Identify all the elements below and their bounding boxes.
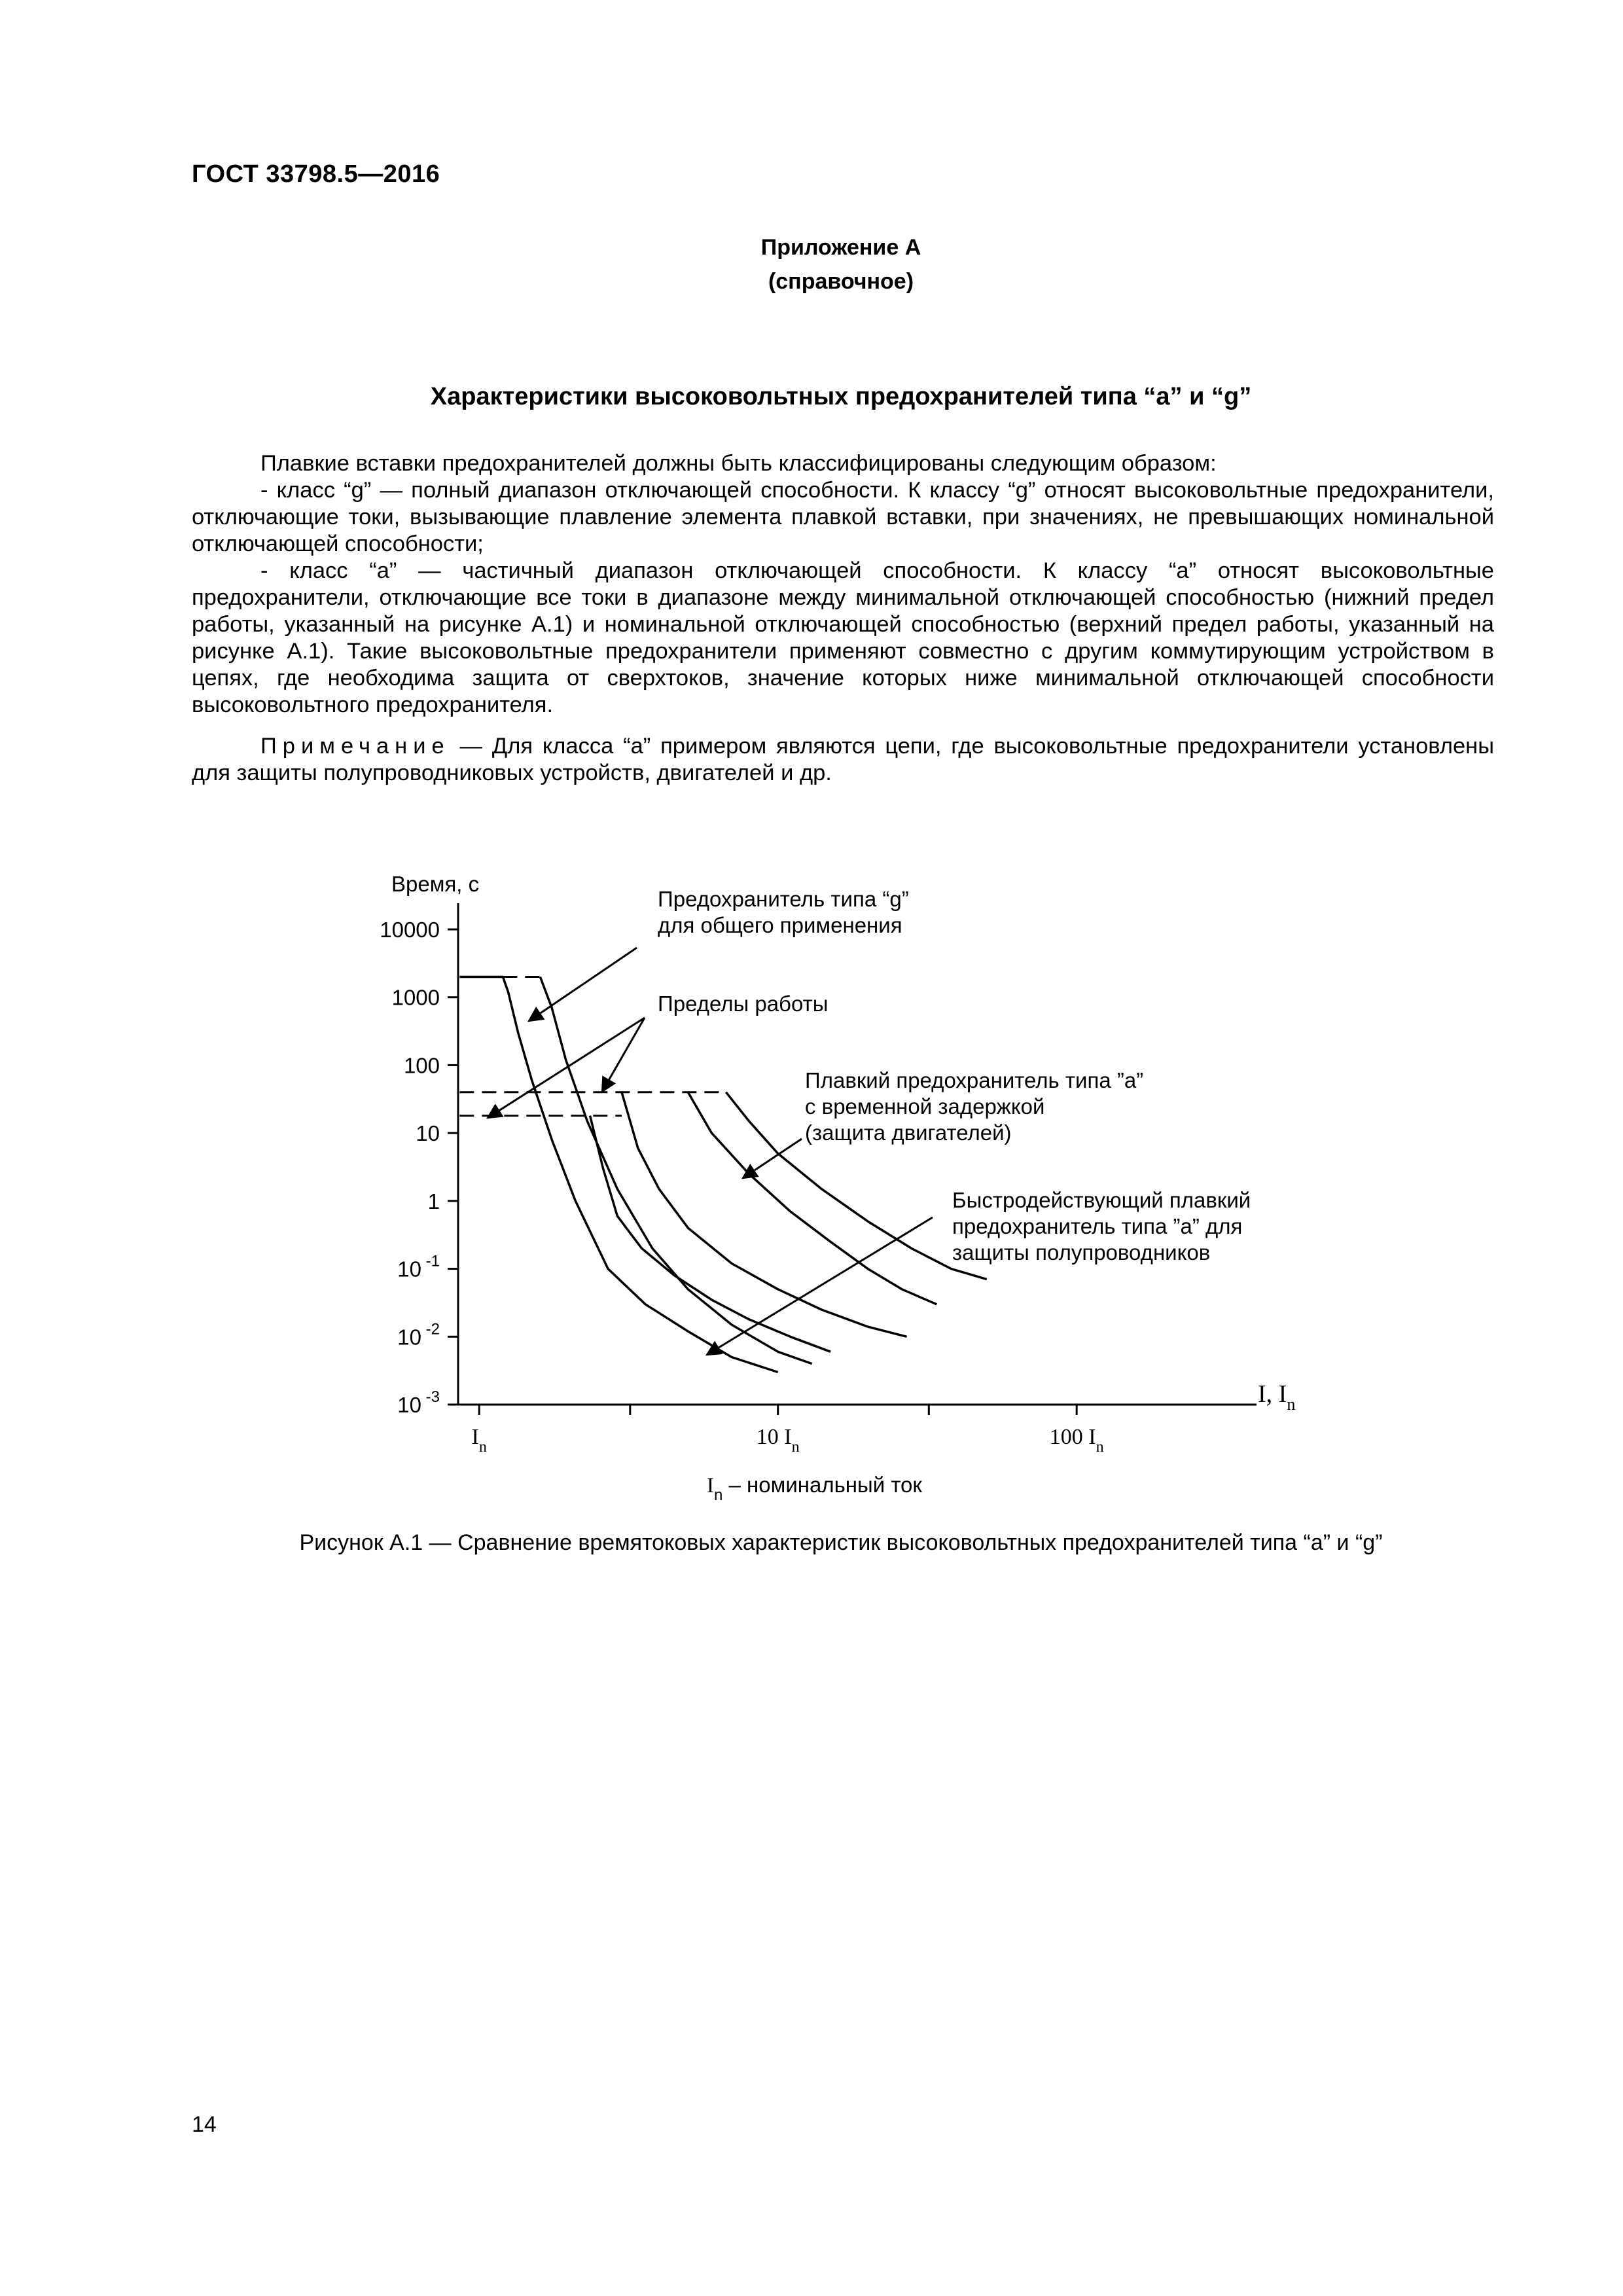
y-tick-label: 10 $^{-1}$: [397, 1252, 440, 1282]
x-axis-label: I, $I_n$: [1258, 1380, 1296, 1414]
y-tick-label: 100: [403, 1053, 440, 1078]
current-footnote: $I_n$ – номинальный ток: [707, 1473, 922, 1504]
appendix-subtitle: (справочное): [768, 269, 914, 294]
class-a-paragraph: - класс “a” — частичный диапазон отключающей способности. К классу “a” относят высоковольтные предохранители, отключающие все токи в диапазоне между минимальной отключающей способностью (нижний предел работы, указанный на рисунке А.1) и номинальной отключающей способностью (верхний предел работы, указанный на рисунке А.1). Такие высоковольтные предохранители применяют совместно с другим коммутирующим устройством в цепях, где необходима защита от сверхтоков, значение которых ниже минимальной отключающей способности высоковольтного предохранителя.: [192, 558, 1494, 717]
annotation-fast: Быстродействующий плавкий: [952, 1188, 1251, 1212]
page-number: 14: [192, 2112, 217, 2137]
annotation-arrow: [743, 1139, 802, 1178]
annotation-time-delay: Плавкий предохранитель типа ”a”: [805, 1068, 1144, 1092]
section-title: Характеристики высоковольтных предохранителей типа “a” и “g”: [430, 383, 1252, 410]
annotation-time-delay: (защита двигателей): [805, 1121, 1012, 1145]
annotation-arrow: [602, 1018, 645, 1092]
annotation-time-delay: с временной задержкой: [805, 1094, 1045, 1119]
fuse-curve: [590, 1116, 831, 1352]
x-tick-label: 100 $I_n$: [1049, 1425, 1104, 1456]
y-tick-label: 1: [427, 1189, 440, 1213]
annotation-g-fuse: для общего применения: [658, 913, 902, 937]
annotation-arrow: [488, 1018, 645, 1118]
note-text: — Для класса “a” примером являются цепи, где высоковольтные предохранители установлены для защиты полупроводниковых устройств, двигателей и др.: [192, 734, 1494, 785]
y-tick-label: 10: [416, 1121, 440, 1146]
y-tick-label: 1000: [391, 985, 440, 1010]
x-tick-label: 10 $I_n$: [756, 1425, 800, 1456]
annotation-g-fuse: Предохранитель типа “g”: [658, 887, 909, 911]
annotation-arrow: [529, 948, 637, 1021]
annotation-limits: Пределы работы: [658, 992, 829, 1016]
figure-caption: Рисунок А.1 — Сравнение времятоковых характеристик высоковольтных предохранителей типа “a” и “g”: [299, 1530, 1383, 1555]
x-tick-label: $I_n$: [471, 1425, 487, 1456]
annotation-fast: предохранитель типа ”a” для: [952, 1214, 1243, 1238]
note-label: Примечание: [260, 734, 450, 759]
class-g-paragraph: - класс “g” — полный диапазон отключающей способности. К классу “g” относят высоковольтные предохранители, отключающие токи, вызывающие плавление элемента плавкой вставки, при значениях, не превышающих номинальной отключающей способности;: [192, 478, 1494, 556]
y-axis-label: Время, с: [391, 872, 480, 896]
y-tick-label: 10 $^{-3}$: [397, 1388, 440, 1417]
intro-paragraph: Плавкие вставки предохранителей должны быть классифицированы следующим образом:: [260, 451, 1217, 476]
document-header: ГОСТ 33798.5—2016: [192, 160, 440, 188]
annotation-fast: защиты полупроводников: [952, 1240, 1211, 1265]
appendix-title: Приложение А: [760, 235, 921, 260]
y-tick-label: 10 $^{-2}$: [397, 1320, 440, 1350]
fuse-curve: [540, 977, 812, 1364]
fuse-curve: [459, 977, 777, 1372]
y-tick-label: 10000: [380, 918, 440, 942]
